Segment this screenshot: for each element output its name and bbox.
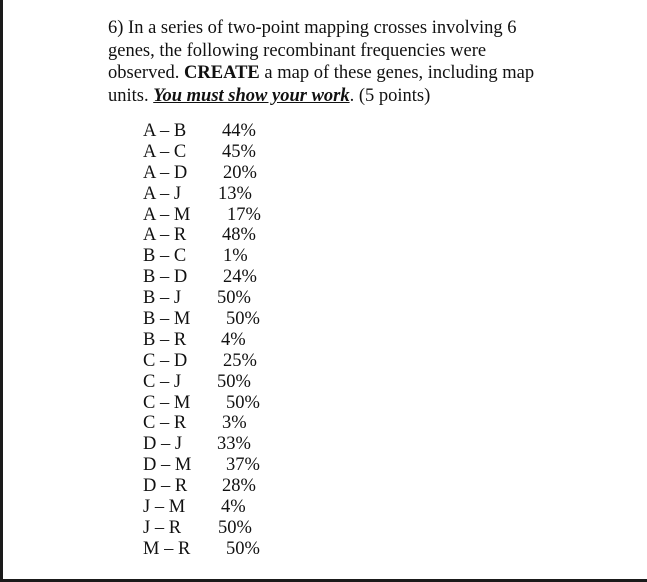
gene-pair: C – M [143, 392, 191, 413]
gene-pair: B – D [143, 267, 188, 288]
recombinant-frequency: 33% [217, 434, 251, 455]
gene-pair: A – J [143, 183, 182, 204]
gene-pair: M – R [143, 538, 191, 559]
gene-pair: J – M [143, 497, 186, 518]
gene-pair: A – B [143, 121, 187, 141]
table-row [0, 205, 647, 226]
gene-pair: A – M [143, 204, 191, 225]
gene-pair: B – R [143, 329, 187, 350]
instruction-keyword: CREATE [184, 63, 260, 83]
gene-pair: A – R [143, 225, 187, 246]
table-row [0, 455, 647, 476]
recombinant-frequency: 50% [217, 371, 251, 392]
recombinant-frequency: 45% [222, 141, 256, 162]
recombinant-frequency: 28% [222, 476, 256, 497]
table-row [0, 330, 647, 351]
table-row [0, 372, 647, 393]
table-row [0, 434, 647, 455]
recombinant-frequency: 13% [218, 183, 252, 204]
question-number: 6) [108, 18, 124, 38]
recombinant-frequency: 1% [223, 246, 248, 267]
table-row [0, 351, 647, 372]
gene-pair: C – J [143, 371, 182, 392]
recombinant-frequency: 50% [226, 392, 260, 413]
points-text: . (5 points) [349, 85, 431, 106]
table-row [0, 309, 647, 330]
gene-pair: D – R [143, 476, 188, 497]
recombinant-frequency: 50% [226, 538, 260, 559]
recombinant-frequency: 3% [222, 413, 247, 434]
recombinant-frequency: 24% [223, 267, 257, 288]
recombinant-frequency: 50% [217, 288, 251, 309]
question-intro: In a series of two-point mapping crosses involving 6 genes, the following recombinant frequencies were observed. [108, 18, 517, 83]
table-row [0, 163, 647, 184]
recombinant-frequency: 48% [222, 225, 256, 246]
table-row [0, 393, 647, 414]
recombinant-frequency-table [0, 121, 647, 560]
gene-pair: B – J [143, 288, 182, 309]
gene-pair: B – C [143, 246, 187, 267]
gene-pair: A – C [143, 141, 187, 162]
table-row [0, 497, 647, 518]
recombinant-frequency: 20% [223, 162, 257, 183]
table-row [0, 184, 647, 205]
gene-pair: D – J [143, 434, 183, 455]
table-row [0, 267, 647, 288]
gene-pair: J – R [143, 517, 182, 538]
gene-pair: B – M [143, 309, 191, 330]
recombinant-frequency: 50% [226, 309, 260, 330]
table-row [0, 142, 647, 163]
recombinant-frequency: 4% [221, 329, 246, 350]
table-row [0, 518, 647, 539]
show-work-emphasis: You must show your work [153, 85, 350, 106]
instruction-text: a map of these genes, including map units. [108, 63, 535, 106]
recombinant-frequency: 44% [222, 121, 256, 141]
recombinant-frequency: 50% [218, 517, 252, 538]
table-row [0, 539, 647, 560]
table-row [0, 288, 647, 309]
table-row [0, 121, 647, 142]
recombinant-frequency: 17% [227, 204, 261, 225]
table-row [0, 225, 647, 246]
gene-pair: A – D [143, 162, 188, 183]
recombinant-frequency: 37% [226, 455, 260, 476]
gene-pair: C – R [143, 413, 187, 434]
gene-pair: D – M [143, 455, 192, 476]
table-row [0, 246, 647, 267]
question-text [108, 17, 538, 107]
recombinant-frequency: 25% [223, 350, 257, 371]
table-row [0, 476, 647, 497]
recombinant-frequency: 4% [221, 497, 246, 518]
gene-pair: C – D [143, 350, 188, 371]
table-row [0, 413, 647, 434]
